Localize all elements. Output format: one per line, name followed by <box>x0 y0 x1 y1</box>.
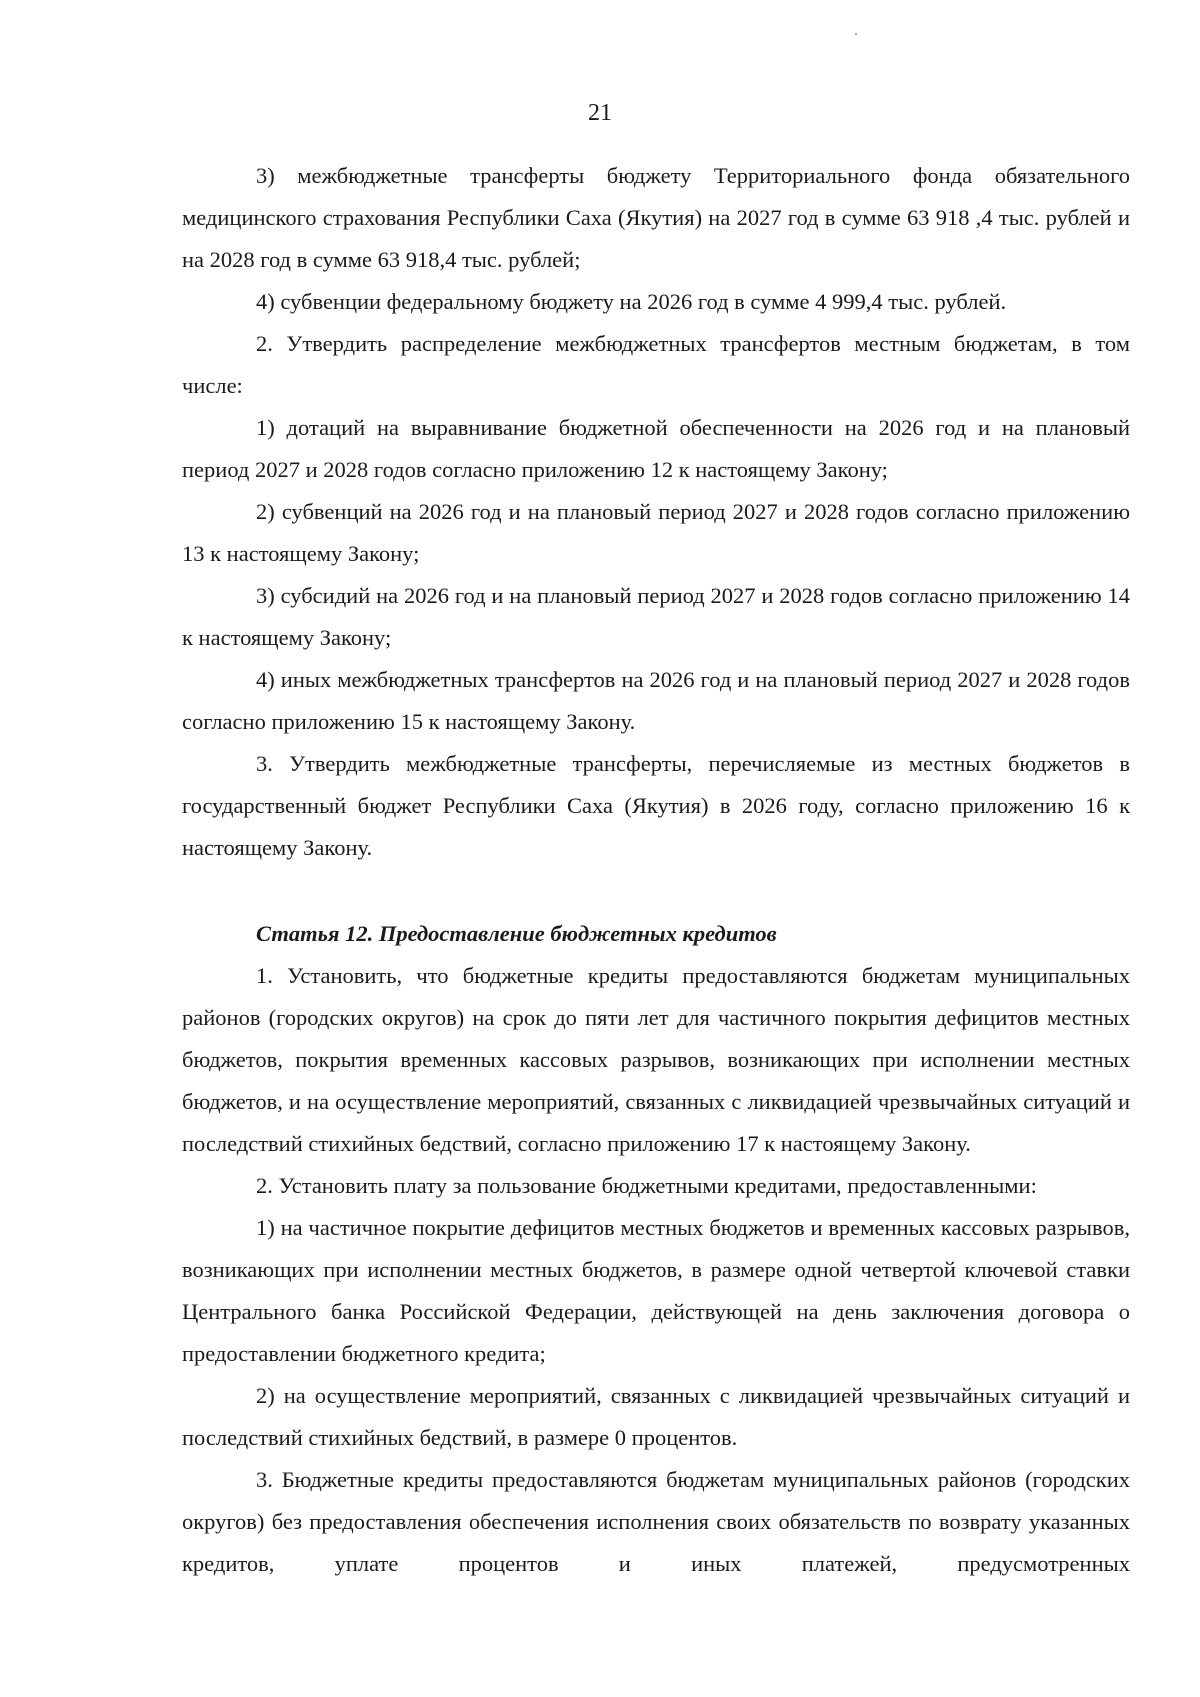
paragraph-local-to-state-transfers: 3. Утвердить межбюджетные трансферты, перечисляемые из местных бюджетов в государственный бюджет Республики Саха (Якутия) в 2026 году, согласно приложению 16 к настоящему Закону. <box>182 751 1130 860</box>
paragraph-credit-fee-deficit: 1) на частичное покрытие дефицитов местных бюджетов и временных кассовых разрывов, возникающих при исполнении местных бюджетов, в размере одной четвертой ключевой ставки Центрального банка Российской Федерации, действующей на день заключения договора о предоставлении бюджетного кредита; <box>182 1215 1130 1366</box>
page-number: 21 <box>588 100 612 126</box>
scan-speck <box>855 33 857 35</box>
paragraph-dotations: 1) дотаций на выравнивание бюджетной обеспеченности на 2026 год и на плановый период 2027 и 2028 годов согласно приложению 12 к настоящему Закону; <box>182 415 1130 482</box>
paragraph-budget-credits-term: 1. Установить, что бюджетные кредиты предоставляются бюджетам муниципальных районов (городских округов) на срок до пяти лет для частичного покрытия дефицитов местных бюджетов, покрытия временных кассовых разрывов, возникающих при исполнении местных бюджетов, и на осуществление мероприятий, связанных с ликвидацией чрезвычайных ситуаций и последствий стихийных бедствий, согласно приложению 17 к настоящему Закону. <box>182 963 1130 1156</box>
paragraph-distribution-intro: 2. Утвердить распределение межбюджетных трансфертов местным бюджетам, в том числе: <box>182 331 1130 398</box>
paragraph-transfers-tfoms: 3) межбюджетные трансферты бюджету Территориального фонда обязательного медицинского страхования Республики Саха (Якутия) на 2027 год в сумме 63 918 ,4 тыс. рублей и на 2028 год в сумме 63 918,4 тыс. рублей; <box>182 163 1130 272</box>
document-body <box>182 155 1130 1585</box>
paragraph-credits-no-collateral: 3. Бюджетные кредиты предоставляются бюджетам муниципальных районов (городских округов) без предоставления обеспечения исполнения своих обязательств по возврату указанных кредитов, уплате процентов и иных платежей, предусмотренных <box>182 1467 1130 1576</box>
article-title: Статья 12. Предоставление бюджетных кредитов <box>256 921 777 946</box>
paragraph-subventions-federal: 4) субвенции федеральному бюджету на 2026 год в сумме 4 999,4 тыс. рублей. <box>256 289 1007 314</box>
paragraph-credit-fee-intro: 2. Установить плату за пользование бюджетными кредитами, предоставленными: <box>256 1173 1037 1198</box>
paragraph-other-transfers: 4) иных межбюджетных трансфертов на 2026 год и на плановый период 2027 и 2028 годов согласно приложению 15 к настоящему Закону. <box>182 667 1130 734</box>
paragraph-credit-fee-emergency: 2) на осуществление мероприятий, связанных с ликвидацией чрезвычайных ситуаций и последствий стихийных бедствий, в размере 0 процентов. <box>182 1383 1130 1450</box>
paragraph-subsidies: 3) субсидий на 2026 год и на плановый период 2027 и 2028 годов согласно приложению 14 к настоящему Закону; <box>182 583 1130 650</box>
paragraph-subventions: 2) субвенций на 2026 год и на плановый период 2027 и 2028 годов согласно приложению 13 к настоящему Закону; <box>182 499 1130 566</box>
